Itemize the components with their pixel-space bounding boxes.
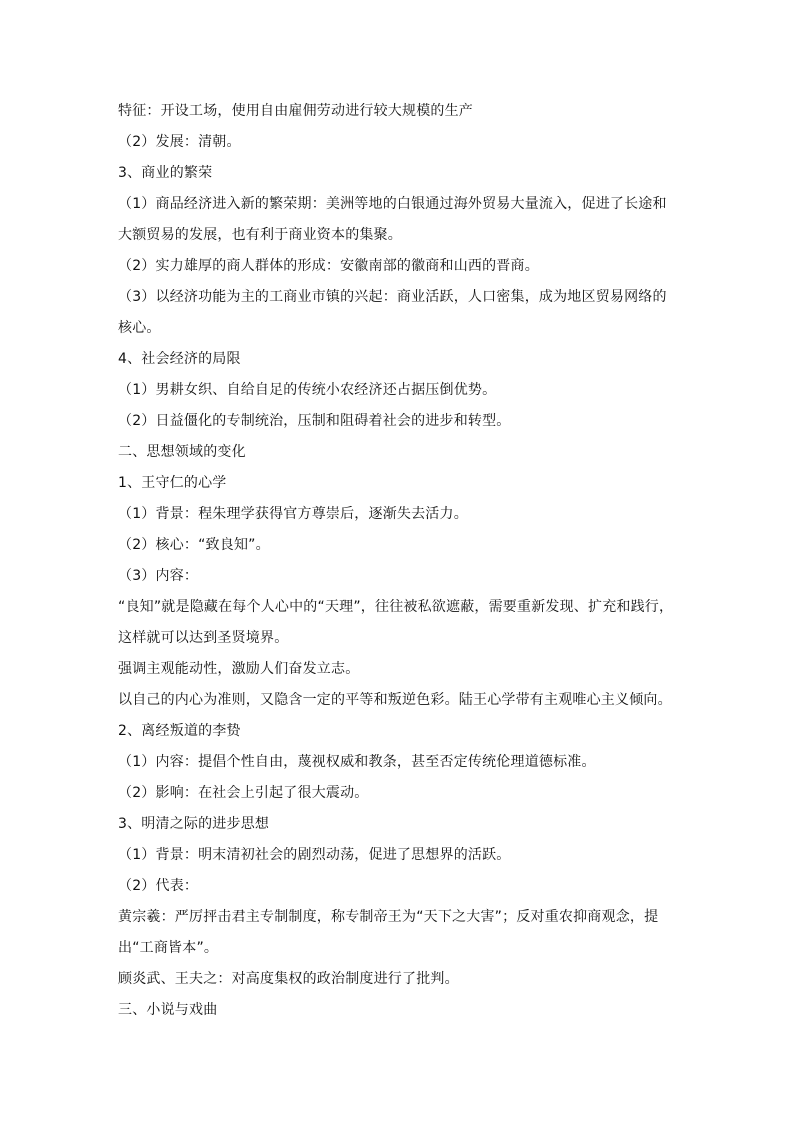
text-line: （3）以经济功能为主的工商业市镇的兴起：商业活跃，人口密集，成为地区贸易网络的核心。 xyxy=(118,289,667,336)
text-line: （2）影响：在社会上引起了很大震动。 xyxy=(118,785,369,801)
section-heading: 1、王守仁的心学 xyxy=(118,475,227,491)
text-line: 顾炎武、王夫之：对高度集权的政治制度进行了批判。 xyxy=(118,971,459,987)
section-heading: 3、商业的繁荣 xyxy=(118,165,213,181)
text-line: 黄宗羲：严厉抨击君主专制制度，称专制帝王为“天下之大害”；反对重农抑商观念，提出“工商皆本”。 xyxy=(118,909,659,956)
text-line: （3）内容： xyxy=(118,568,199,584)
text-line: （1）男耕女织、自给自足的传统小农经济还占据压倒优势。 xyxy=(118,382,497,398)
text-line: （1）背景：程朱理学获得官方尊崇后，逐渐失去活力。 xyxy=(118,506,468,522)
chapter-heading: 二、思想领域的变化 xyxy=(118,444,246,460)
chapter-heading: 三、小说与戏曲 xyxy=(118,1002,218,1018)
text-line: （2）实力雄厚的商人群体的形成：安徽南部的徽商和山西的晋商。 xyxy=(118,258,539,274)
section-heading: 4、社会经济的局限 xyxy=(118,351,241,367)
text-line: 以自己的内心为准则，又隐含一定的平等和叛逆色彩。陆王心学带有主观唯心主义倾向。 xyxy=(118,692,672,708)
text-line: （2）代表： xyxy=(118,878,199,894)
text-line: （2）发展：清朝。 xyxy=(118,134,241,150)
text-line: 特征：开设工场，使用自由雇佣劳动进行较大规模的生产 xyxy=(118,103,473,119)
section-heading: 2、离经叛道的李贽 xyxy=(118,723,241,739)
text-line: （2）核心：“致良知”。 xyxy=(118,537,270,553)
document-body xyxy=(118,96,678,1026)
text-line: 强调主观能动性，激励人们奋发立志。 xyxy=(118,661,360,677)
text-line: （2）日益僵化的专制统治，压制和阻碍着社会的进步和转型。 xyxy=(118,413,511,429)
text-line: （1）商品经济进入新的繁荣期：美洲等地的白银通过海外贸易大量流入，促进了长途和大额贸易的发展，也有利于商业资本的集聚。 xyxy=(118,196,667,243)
text-line: “良知”就是隐藏在每个人心中的“天理”，往往被私欲遮蔽，需要重新发现、扩充和践行，这样就可以达到圣贤境界。 xyxy=(118,599,674,646)
section-heading: 3、明清之际的进步思想 xyxy=(118,816,270,832)
text-line: （1）内容：提倡个性自由，蔑视权威和教条，甚至否定传统伦理道德标准。 xyxy=(118,754,596,770)
text-line: （1）背景：明末清初社会的剧烈动荡，促进了思想界的活跃。 xyxy=(118,847,511,863)
